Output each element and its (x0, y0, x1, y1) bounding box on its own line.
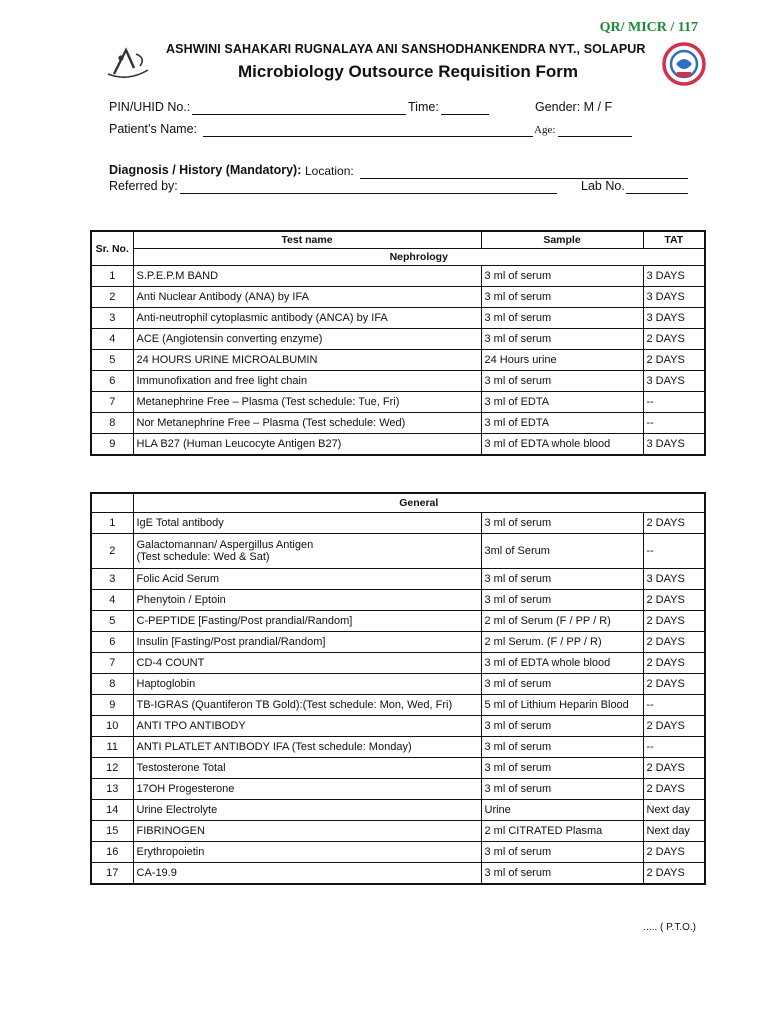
tat-cell: 2 DAYS (643, 863, 705, 885)
table-row (91, 653, 705, 674)
table-row (91, 413, 705, 434)
sr-cell: 12 (91, 758, 133, 779)
sr-cell: 8 (91, 413, 133, 434)
sample-cell: 3 ml of serum (481, 716, 643, 737)
sr-cell: 14 (91, 800, 133, 821)
age-label: Age: (534, 124, 556, 136)
table-row (91, 534, 705, 569)
sr-cell: 3 (91, 569, 133, 590)
test-name-cell: S.P.E.P.M BAND (133, 266, 481, 287)
test-name-cell: Insulin [Fasting/Post prandial/Random] (133, 632, 481, 653)
tat-cell: 2 DAYS (643, 674, 705, 695)
sample-cell: 3 ml of serum (481, 371, 643, 392)
referred-by-field[interactable] (180, 193, 557, 194)
form-title: Microbiology Outsource Requisition Form (238, 62, 579, 81)
sr-cell: 2 (91, 287, 133, 308)
hospital-logo-icon (104, 44, 152, 82)
form-code: QR/ MICR / 117 (599, 20, 698, 35)
table-row (91, 716, 705, 737)
test-name-cell: FIBRINOGEN (133, 821, 481, 842)
sample-header: Sample (481, 231, 643, 249)
sample-cell: 3 ml of EDTA whole blood (481, 653, 643, 674)
tat-cell: 3 DAYS (643, 287, 705, 308)
location-field[interactable] (360, 178, 688, 179)
sr-cell: 1 (91, 513, 133, 534)
test-name-cell: Testosterone Total (133, 758, 481, 779)
sample-cell: 3 ml of serum (481, 266, 643, 287)
sample-cell: 3 ml of serum (481, 737, 643, 758)
sample-cell: 2 ml of Serum (F / PP / R) (481, 611, 643, 632)
sr-cell: 4 (91, 590, 133, 611)
table-row (91, 308, 705, 329)
tat-cell: 2 DAYS (643, 758, 705, 779)
sr-cell: 7 (91, 392, 133, 413)
sr-no-header: Sr. No. (91, 231, 133, 266)
sr-cell: 8 (91, 674, 133, 695)
test-name-cell: 17OH Progesterone (133, 779, 481, 800)
sample-cell: 3 ml of serum (481, 779, 643, 800)
sr-cell: 1 (91, 266, 133, 287)
lab-no-field[interactable] (626, 193, 688, 194)
table-row (91, 695, 705, 716)
test-name-cell: ANTI PLATLET ANTIBODY IFA (Test schedule: Monday) (133, 737, 481, 758)
sample-cell: 3 ml of serum (481, 329, 643, 350)
tat-cell: 2 DAYS (643, 653, 705, 674)
table-row (91, 350, 705, 371)
table-row (91, 434, 705, 456)
patient-name-field[interactable] (203, 136, 533, 137)
table-row (91, 392, 705, 413)
sr-cell: 15 (91, 821, 133, 842)
test-name-cell: Nor Metanephrine Free – Plasma (Test schedule: Wed) (133, 413, 481, 434)
table-row (91, 821, 705, 842)
test-name-header: Test name (133, 231, 481, 249)
test-name-cell: IgE Total antibody (133, 513, 481, 534)
sample-cell: 3 ml of serum (481, 287, 643, 308)
tat-cell: -- (643, 534, 705, 569)
organization-name: ASHWINI SAHAKARI RUGNALAYA ANI SANSHODHANKENDRA NYT., SOLAPUR (166, 42, 646, 56)
tat-cell: 2 DAYS (643, 611, 705, 632)
tat-cell: 2 DAYS (643, 513, 705, 534)
test-name-cell: Urine Electrolyte (133, 800, 481, 821)
table-row (91, 758, 705, 779)
sample-cell: 3 ml of serum (481, 758, 643, 779)
time-field[interactable] (441, 114, 489, 115)
sr-cell: 11 (91, 737, 133, 758)
sr-cell: 3 (91, 308, 133, 329)
sample-cell: 3ml of Serum (481, 534, 643, 569)
tat-cell: 3 DAYS (643, 371, 705, 392)
tat-cell: 2 DAYS (643, 329, 705, 350)
tat-cell: -- (643, 695, 705, 716)
sample-cell: 3 ml of serum (481, 842, 643, 863)
test-name-cell: Metanephrine Free – Plasma (Test schedule: Tue, Fri) (133, 392, 481, 413)
patient-name-label: Patient’s Name: (109, 122, 198, 136)
table-row (91, 779, 705, 800)
blank-header-cell (91, 493, 133, 513)
section-title: General (133, 493, 705, 513)
tat-header: TAT (643, 231, 705, 249)
sr-cell: 5 (91, 611, 133, 632)
tat-cell: 2 DAYS (643, 350, 705, 371)
tat-cell: 3 DAYS (643, 569, 705, 590)
diagnosis-label: Diagnosis / History (Mandatory): (109, 163, 302, 177)
test-name-cell: Immunofixation and free light chain (133, 371, 481, 392)
tat-cell: 2 DAYS (643, 842, 705, 863)
tat-cell: 2 DAYS (643, 632, 705, 653)
test-name-cell (133, 534, 481, 569)
table-row (91, 674, 705, 695)
sample-cell: 3 ml of serum (481, 513, 643, 534)
table-row (91, 800, 705, 821)
test-name-cell: ANTI TPO ANTIBODY (133, 716, 481, 737)
sr-cell: 17 (91, 863, 133, 885)
test-name-cell: CD-4 COUNT (133, 653, 481, 674)
pin-uhid-field[interactable] (192, 114, 406, 115)
sr-cell: 9 (91, 434, 133, 456)
table-row (91, 590, 705, 611)
test-name-cell: Phenytoin / Eptoin (133, 590, 481, 611)
tat-cell: Next day (643, 821, 705, 842)
tat-cell: 2 DAYS (643, 716, 705, 737)
sample-cell: 3 ml of EDTA whole blood (481, 434, 643, 456)
sr-cell: 4 (91, 329, 133, 350)
sample-cell: 3 ml of serum (481, 590, 643, 611)
sample-cell: 2 ml Serum. (F / PP / R) (481, 632, 643, 653)
sr-cell: 6 (91, 371, 133, 392)
tat-cell: 3 DAYS (643, 266, 705, 287)
table-row (91, 737, 705, 758)
table-row (91, 569, 705, 590)
table-row (91, 513, 705, 534)
test-name-cell: 24 HOURS URINE MICROALBUMIN (133, 350, 481, 371)
table-row (91, 371, 705, 392)
tat-cell: 2 DAYS (643, 590, 705, 611)
sr-cell: 7 (91, 653, 133, 674)
sample-cell: 3 ml of EDTA (481, 413, 643, 434)
tat-cell: 2 DAYS (643, 779, 705, 800)
time-label: Time: (408, 100, 439, 114)
sr-cell: 5 (91, 350, 133, 371)
sample-cell: 3 ml of serum (481, 674, 643, 695)
test-name-cell: Anti-neutrophil cytoplasmic antibody (ANCA) by IFA (133, 308, 481, 329)
table-row (91, 842, 705, 863)
sr-cell: 10 (91, 716, 133, 737)
lab-no-label: Lab No. (581, 179, 625, 193)
sample-cell: 3 ml of serum (481, 308, 643, 329)
sr-cell: 9 (91, 695, 133, 716)
sample-cell: 24 Hours urine (481, 350, 643, 371)
table-row (91, 329, 705, 350)
sample-cell: Urine (481, 800, 643, 821)
tat-cell: 3 DAYS (643, 434, 705, 456)
tat-cell: -- (643, 413, 705, 434)
location-label: Location: (305, 164, 354, 178)
section-title: Nephrology (133, 249, 705, 266)
tat-cell: 3 DAYS (643, 308, 705, 329)
table-row (91, 266, 705, 287)
test-name-line: Galactomannan/ Aspergillus Antigen (136, 539, 314, 551)
test-name-cell: C-PEPTIDE [Fasting/Post prandial/Random] (133, 611, 481, 632)
nephrology-table (90, 230, 706, 456)
general-table (90, 492, 706, 885)
table-row (91, 287, 705, 308)
test-name-cell: Anti Nuclear Antibody (ANA) by IFA (133, 287, 481, 308)
test-name-cell: ACE (Angiotensin converting enzyme) (133, 329, 481, 350)
tat-cell: -- (643, 392, 705, 413)
sr-cell: 2 (91, 534, 133, 569)
test-name-cell: Folic Acid Serum (133, 569, 481, 590)
sample-cell: 2 ml CITRATED Plasma (481, 821, 643, 842)
test-name-cell: Haptoglobin (133, 674, 481, 695)
sample-cell: 3 ml of serum (481, 863, 643, 885)
test-name-cell: HLA B27 (Human Leucocyte Antigen B27) (133, 434, 481, 456)
table-row (91, 863, 705, 885)
sample-cell: 5 ml of Lithium Heparin Blood (481, 695, 643, 716)
sr-cell: 13 (91, 779, 133, 800)
test-name-cell: Erythropoietin (133, 842, 481, 863)
table-row (91, 611, 705, 632)
tat-cell: -- (643, 737, 705, 758)
gender-label: Gender: M / F (535, 100, 613, 114)
sample-cell: 3 ml of EDTA (481, 392, 643, 413)
sample-cell: 3 ml of serum (481, 569, 643, 590)
tat-cell: Next day (643, 800, 705, 821)
test-schedule-line: (Test schedule: Wed & Sat) (136, 551, 270, 563)
sr-cell: 16 (91, 842, 133, 863)
test-name-cell: CA-19.9 (133, 863, 481, 885)
pto-note: ..... ( P.T.O.) (643, 922, 696, 933)
referred-by-label: Referred by: (109, 179, 178, 193)
pin-uhid-label: PIN/UHID No.: (109, 100, 191, 114)
accreditation-seal-icon (662, 42, 706, 86)
sr-cell: 6 (91, 632, 133, 653)
test-name-cell: TB-IGRAS (Quantiferon TB Gold):(Test schedule: Mon, Wed, Fri) (133, 695, 481, 716)
age-field[interactable] (558, 136, 632, 137)
table-row (91, 632, 705, 653)
